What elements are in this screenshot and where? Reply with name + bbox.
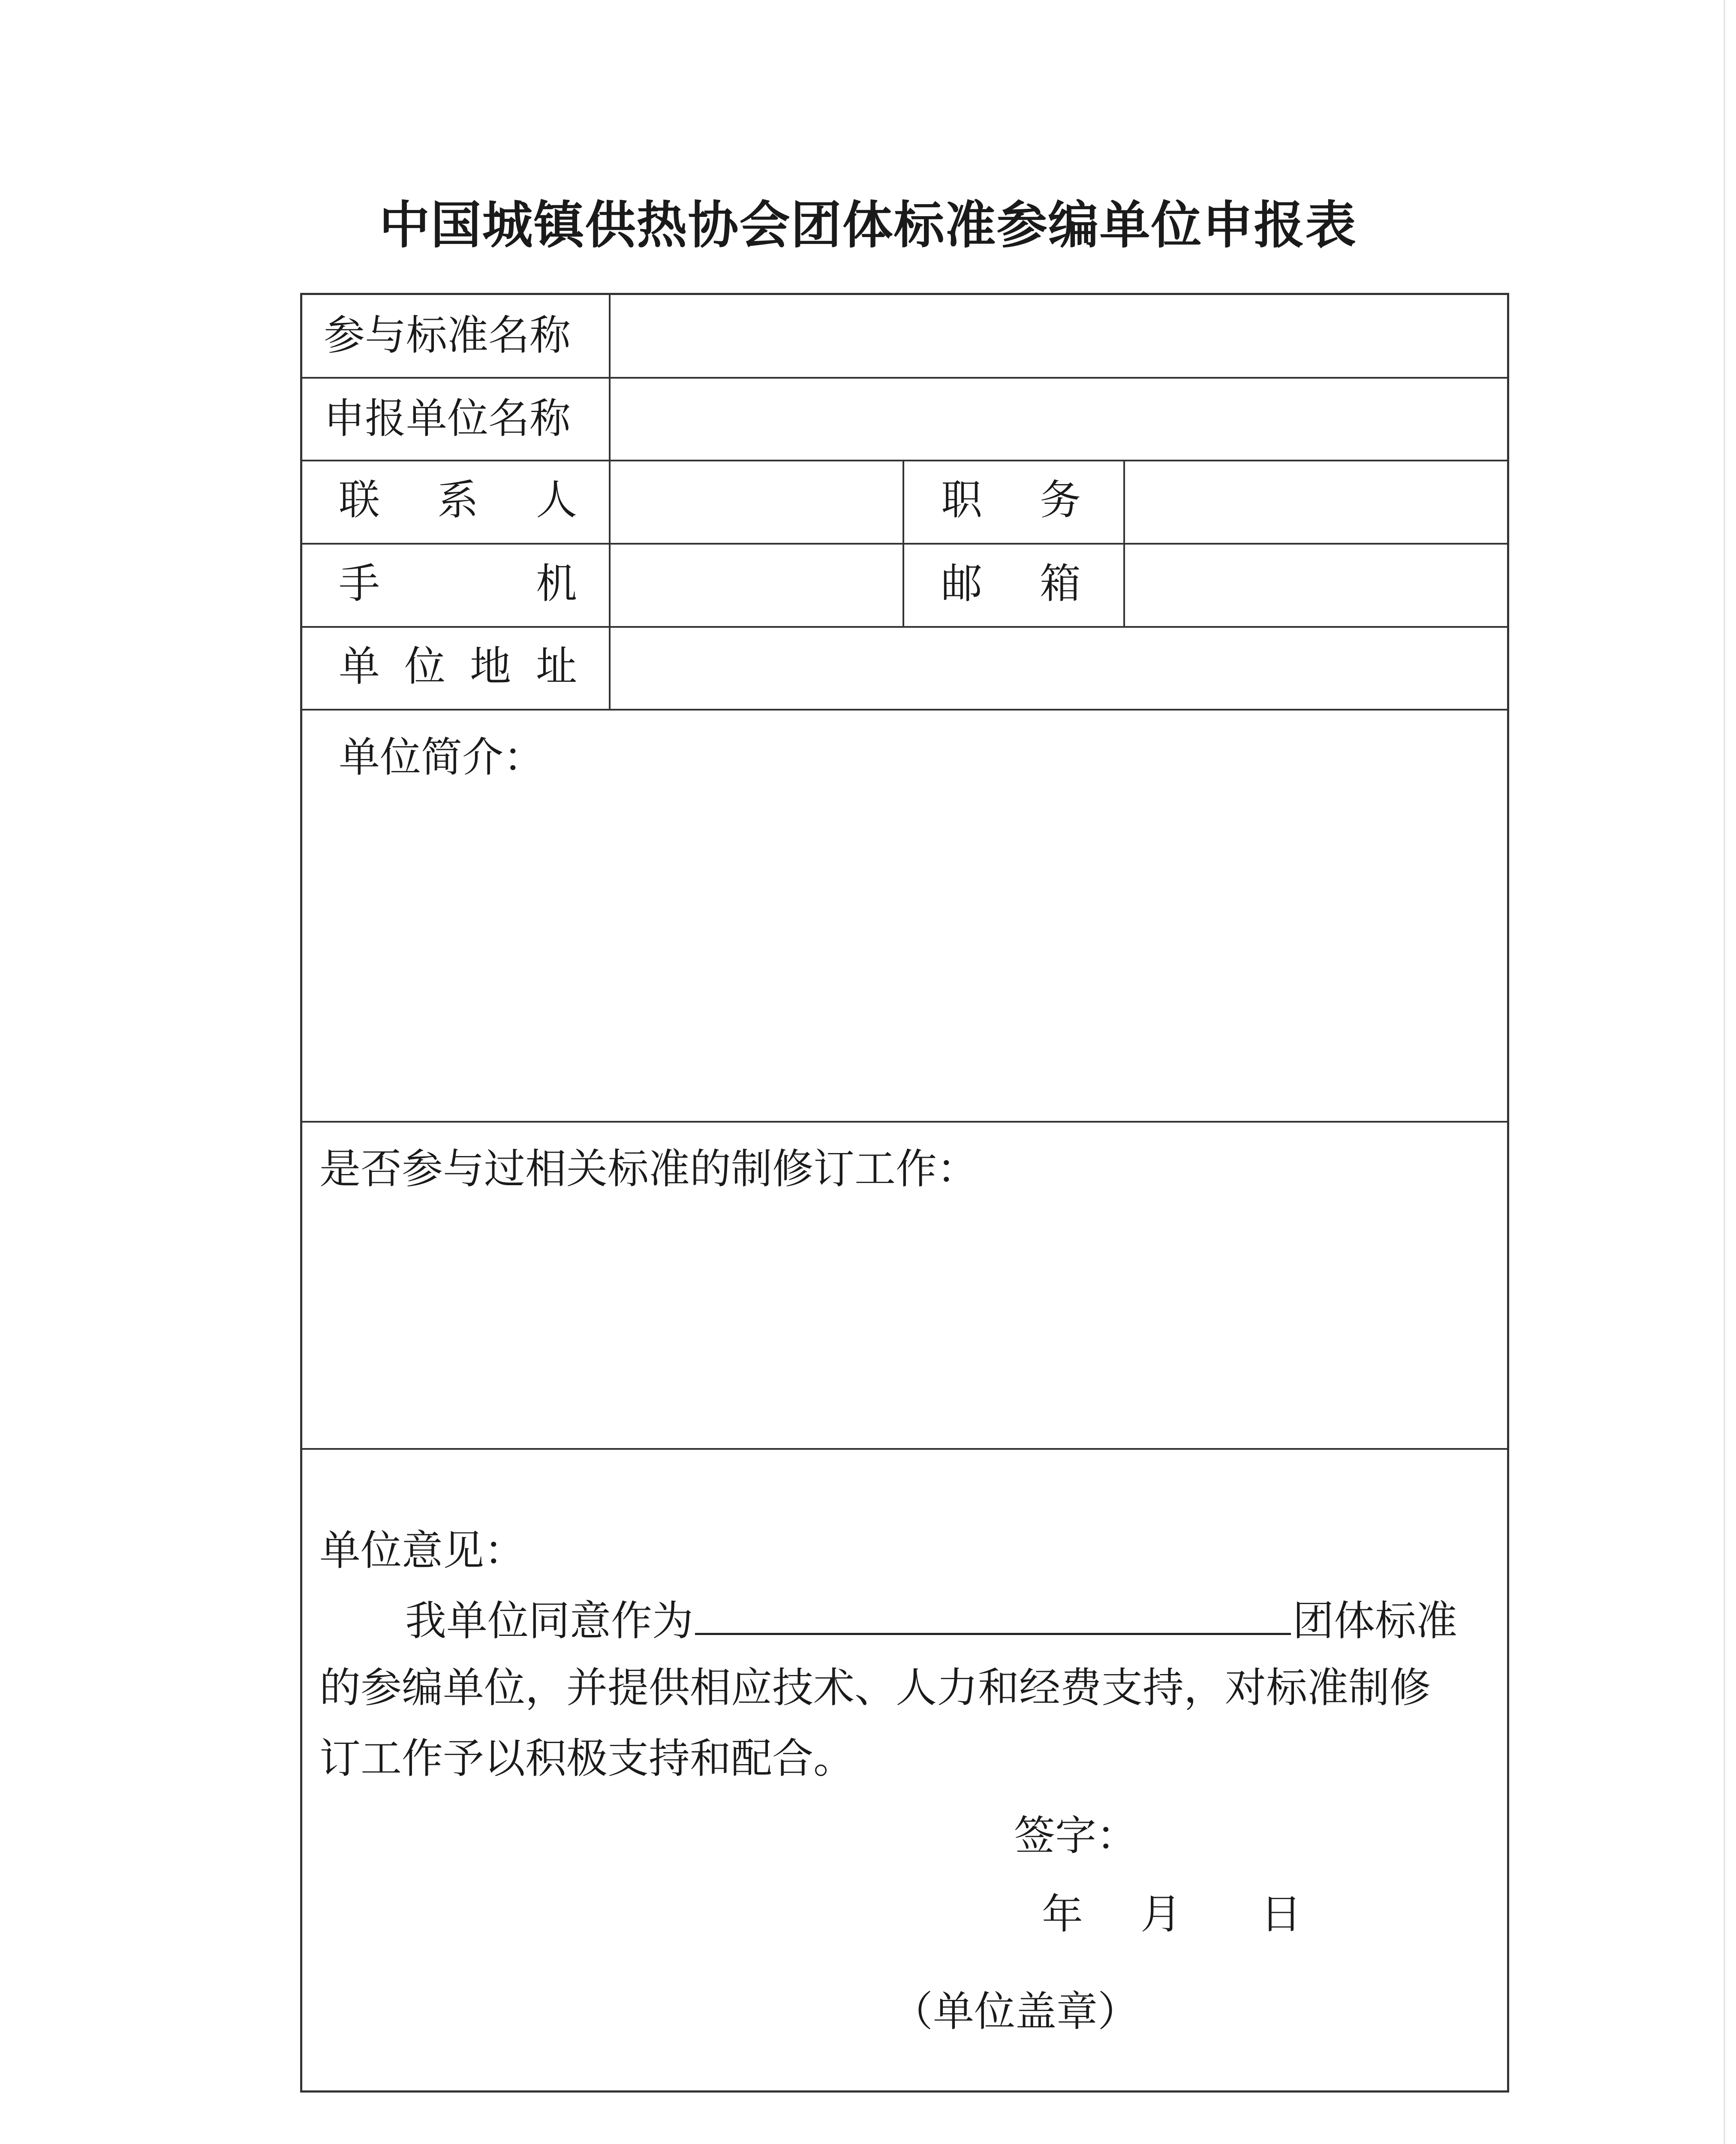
application-form-table: 参与标准名称 申报单位名称 联 系 人 职 务 手 机 邮 箱 单 位 地 址 单位简介： 是否参与过相关标准的制修订工作： 单位意见： 我单位同意作为 团体标准 的参编单位，并提供相应技术、人力和经费支持，对标准制修 订工作予以积极支持和配合。 签字： 年 月 日 （单位盖章） bbox=[300, 293, 1509, 2093]
unit-name-field[interactable] bbox=[613, 381, 1505, 458]
column-divider bbox=[903, 460, 904, 626]
opinion-line-1-suffix: 团体标准 bbox=[1293, 1597, 1457, 1645]
email-field[interactable] bbox=[1128, 546, 1505, 623]
participation-label: 是否参与过相关标准的制修订工作： bbox=[319, 1145, 978, 1193]
standard-blank-line[interactable] bbox=[695, 1599, 1291, 1635]
document-title: 中国城镇供热协会团体标准参编单位申报表 bbox=[379, 196, 1357, 255]
row-divider bbox=[302, 1448, 1507, 1450]
signature-label: 签字： bbox=[1014, 1812, 1137, 1860]
row-divider bbox=[302, 543, 1507, 545]
opinion-line-3: 订工作予以积极支持和配合。 bbox=[319, 1734, 854, 1783]
opinion-line-1 bbox=[405, 1597, 1457, 1645]
row-divider bbox=[302, 626, 1507, 628]
mobile-field[interactable] bbox=[613, 546, 900, 623]
standard-name-label: 参与标准名称 bbox=[324, 311, 571, 359]
seal-label: （单位盖章） bbox=[892, 1987, 1139, 2036]
row-divider bbox=[302, 1121, 1507, 1123]
address-field[interactable] bbox=[613, 629, 1505, 707]
row-divider bbox=[302, 377, 1507, 379]
intro-label: 单位简介： bbox=[339, 733, 545, 781]
position-field[interactable] bbox=[1128, 463, 1505, 540]
opinion-line-1-prefix: 我单位同意作为 bbox=[405, 1597, 693, 1645]
column-divider bbox=[1123, 460, 1125, 626]
row-divider bbox=[302, 709, 1507, 711]
intro-field[interactable] bbox=[319, 792, 1494, 1110]
unit-name-label: 申报单位名称 bbox=[324, 394, 571, 443]
participation-field[interactable] bbox=[319, 1204, 1494, 1436]
opinion-label: 单位意见： bbox=[319, 1527, 525, 1575]
contact-person-field[interactable] bbox=[613, 463, 900, 540]
opinion-line-2: 的参编单位，并提供相应技术、人力和经费支持，对标准制修 bbox=[319, 1664, 1431, 1712]
standard-name-field[interactable] bbox=[613, 298, 1505, 376]
row-divider bbox=[302, 460, 1507, 461]
label-column-divider bbox=[609, 295, 611, 709]
